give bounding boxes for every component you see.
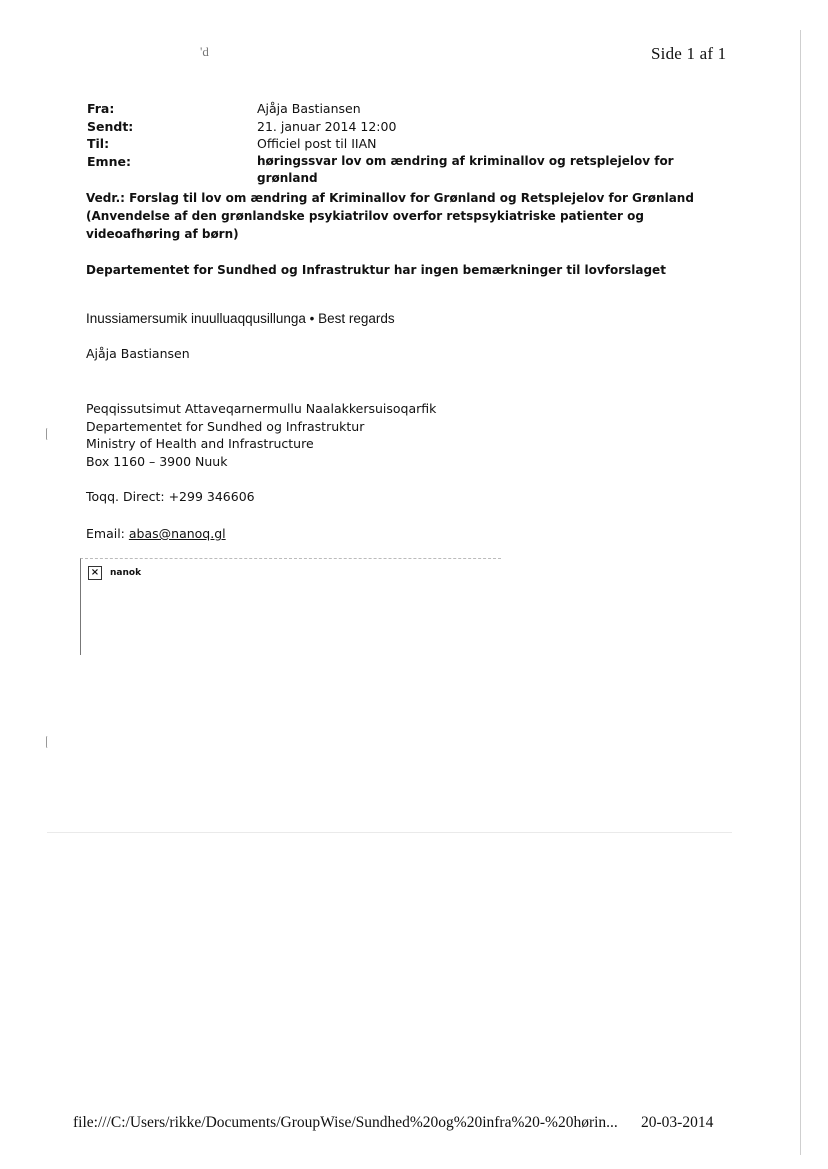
address-line: Peqqissutsimut Attaveqarnermullu Naalakkersuisoqarfik <box>86 401 437 416</box>
phone-line: Toqq. Direct: +299 346606 <box>86 489 255 504</box>
scan-mark <box>46 428 49 440</box>
email-line <box>86 525 226 543</box>
address-line: Ministry of Health and Infrastructure <box>86 436 314 451</box>
address-line: Departementet for Sundhed og Infrastruktur <box>86 418 365 434</box>
faint-divider <box>47 832 732 833</box>
address-line: Box 1160 – 3900 Nuuk <box>86 453 228 469</box>
signature-image-frame <box>80 558 501 655</box>
scan-mark <box>46 736 49 748</box>
subject-label: Emne: <box>87 153 131 169</box>
subject-value: høringssvar lov om ændring af kriminallov og retsplejelov for grønland <box>257 153 674 185</box>
footer-file-path: file:///C:/Users/rikke/Documents/GroupWise/Sundhed%20og%20infra%20-%20hørin... <box>73 1114 618 1131</box>
address-block <box>86 400 436 470</box>
image-alt-text: nanok <box>110 568 142 578</box>
scan-speck: 'd <box>200 44 209 59</box>
subject-paragraph: Vedr.: Forslag til lov om ændring af Kriminallov for Grønland og Retsplejelov for Grønland (Anvendelse af den grønlandske psykiatrilov overfor retspsykiatriske patienter og videoafhøring af børn) <box>86 191 694 241</box>
sent-value: 21. januar 2014 12:00 <box>257 118 397 134</box>
to-row <box>87 135 727 153</box>
email-header <box>87 100 727 188</box>
page-edge-line <box>800 30 801 1155</box>
from-label: Fra: <box>87 101 115 116</box>
footer-date: 20-03-2014 <box>641 1114 714 1131</box>
email-label: Email: <box>86 526 129 541</box>
sent-label: Sendt: <box>87 118 134 134</box>
subject-row <box>87 153 727 188</box>
regards-line: Inussiamersumik inuulluaqqusillunga • Best regards <box>86 311 395 326</box>
statement-paragraph: Departementet for Sundhed og Infrastruktur har ingen bemærkninger til lovforslaget <box>86 263 666 277</box>
sent-row <box>87 118 727 136</box>
page-number: Side 1 af 1 <box>651 44 727 63</box>
broken-image-icon: × <box>88 566 102 580</box>
signer-name: Ajåja Bastiansen <box>86 346 190 361</box>
from-value: Ajåja Bastiansen <box>257 101 361 116</box>
email-link[interactable]: abas@nanoq.gl <box>128 526 226 541</box>
to-label: Til: <box>87 136 110 151</box>
from-row <box>87 100 727 118</box>
signature-image <box>88 566 141 580</box>
to-value: Officiel post til IIAN <box>257 136 377 151</box>
